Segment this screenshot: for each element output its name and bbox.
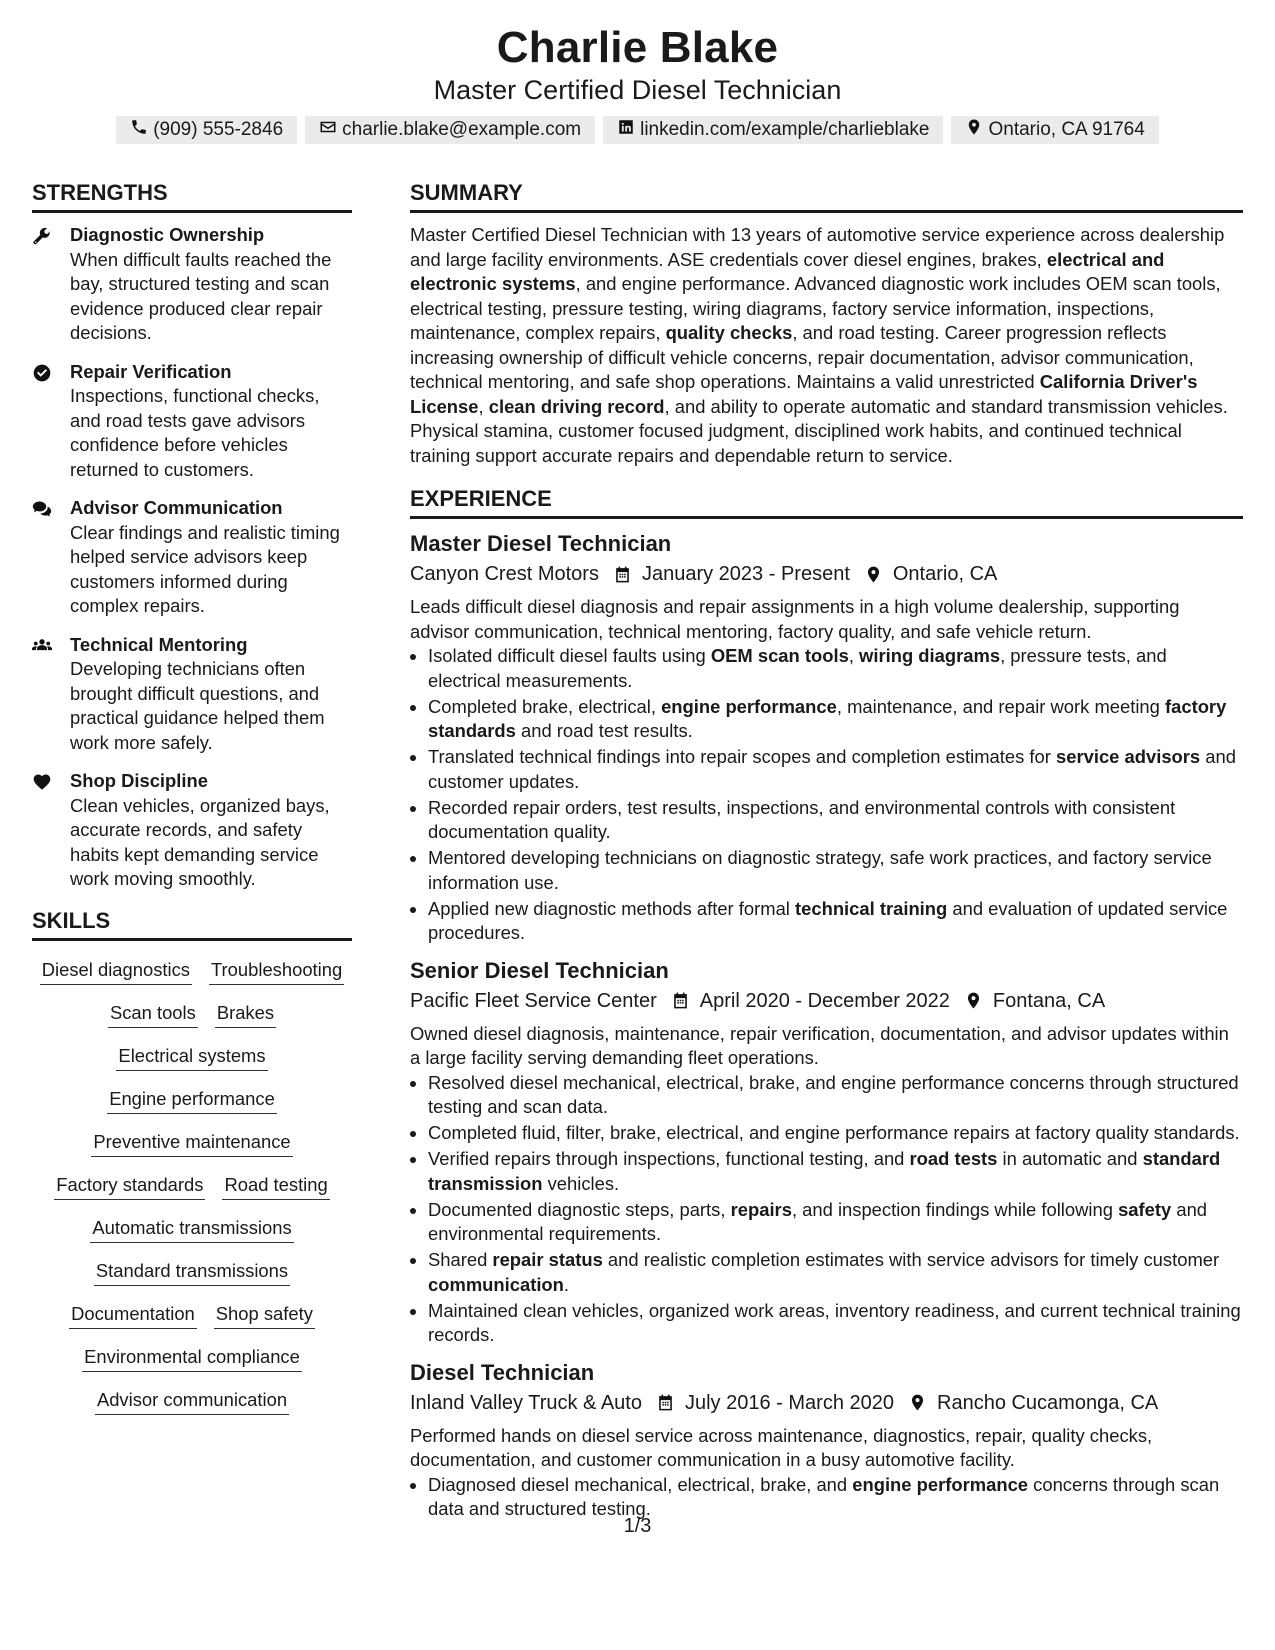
bullet-segment: road tests: [909, 1148, 998, 1169]
bullet-segment: Completed fluid, filter, brake, electrical, and engine performance repairs at factory quality standards.: [428, 1122, 1240, 1143]
candidate-name: Charlie Blake: [496, 23, 779, 72]
skill-tag: Advisor communication: [95, 1387, 289, 1415]
contact-bar: [0, 116, 1275, 144]
job-description: Leads difficult diesel diagnosis and repair assignments in a high volume dealership, supporting advisor communication, technical mentoring, factory quality, and safe vehicle return.: [410, 596, 1180, 642]
bullet-segment: Maintained clean vehicles, organized work areas, inventory readiness, and current technical training records.: [428, 1299, 1241, 1345]
skill-tag: Scan tools: [108, 1000, 198, 1028]
job-bullet: [428, 1248, 1243, 1297]
heart-icon: [32, 769, 70, 892]
job-meta: [410, 559, 1243, 589]
job-title: Diesel Technician: [410, 1359, 595, 1385]
bullet-segment: communication: [428, 1273, 564, 1295]
job-bullet: [428, 1299, 1243, 1348]
bullet-segment: Documented diagnostic steps, parts,: [428, 1198, 731, 1220]
contact-phone-text: (909) 555-2846: [153, 119, 284, 140]
bullet-segment: and road test results.: [515, 720, 693, 741]
job-entry: [410, 956, 1243, 1348]
job-bullet: [428, 1121, 1243, 1146]
job-company: Inland Valley Truck & Auto: [410, 1391, 642, 1414]
skill-tag: Road testing: [222, 1172, 329, 1200]
right-column: [410, 178, 1243, 1532]
job-bullet: [428, 1198, 1243, 1247]
job-entry: [410, 529, 1243, 946]
bullet-segment: , maintenance, and repair work meeting: [836, 695, 1165, 717]
job-bullet: [428, 846, 1243, 895]
bullet-segment: wiring diagrams: [859, 645, 1001, 666]
skill-tag: Standard transmissions: [94, 1258, 290, 1286]
experience-heading: EXPERIENCE: [410, 484, 1243, 519]
strength-item: [32, 496, 352, 619]
contact-linkedin-text: linkedin.com/example/charlieblake: [640, 119, 930, 140]
skill-tag: Factory standards: [54, 1172, 205, 1200]
job-bullet: [428, 644, 1243, 693]
bullet-segment: repair status: [492, 1249, 603, 1270]
skill-tag: Diesel diagnostics: [40, 957, 192, 985]
skill-tag: Environmental compliance: [82, 1344, 302, 1372]
candidate-title: Master Certified Diesel Technician: [433, 75, 842, 105]
strength-item: [32, 633, 352, 756]
calendar-icon: [613, 565, 632, 584]
bullet-segment: Completed brake, electrical,: [428, 695, 662, 717]
bullet-segment: service advisors: [1056, 746, 1201, 767]
skills-list: [32, 957, 352, 1415]
bullet-segment: Recorded repair orders, test results, inspections, and environmental controls with consistent documentation quality.: [428, 796, 1176, 842]
phone-icon: [130, 118, 148, 142]
summary-segment-bold: California Driver's License: [410, 371, 1198, 417]
bullet-segment: Translated technical findings into repair scopes and completion estimates for: [428, 746, 1056, 767]
job-bullets: [410, 644, 1243, 946]
bullet-segment: standard transmission: [428, 1148, 1221, 1194]
skill-tag: Documentation: [69, 1301, 197, 1329]
bullet-segment: Applied new diagnostic methods after formal: [428, 897, 795, 919]
bullet-segment: OEM scan tools: [710, 645, 849, 666]
bullet-segment: technical training: [795, 897, 948, 919]
bullet-segment: and realistic completion estimates with service advisors for timely customer: [602, 1249, 1220, 1270]
bullet-segment: vehicles.: [542, 1172, 620, 1194]
linkedin-icon: [617, 118, 635, 142]
bullet-segment: concerns through scan data and structured testing.: [428, 1473, 1220, 1519]
bullet-segment: Verified repairs through inspections, functional testing, and: [428, 1148, 910, 1169]
bullet-segment: repairs: [730, 1198, 792, 1220]
job-bullet: [428, 1071, 1243, 1120]
summary-segment: ,: [478, 395, 489, 417]
bullet-segment: and environmental requirements.: [428, 1198, 1208, 1244]
strength-text: Inspections, functional checks, and road tests gave advisors confidence before vehicles returned to customers.: [70, 385, 320, 480]
summary-segment-bold: clean driving record: [488, 395, 665, 417]
job-title: Master Diesel Technician: [410, 531, 672, 556]
resume-body: [32, 178, 1243, 1532]
strength-item: [32, 223, 352, 346]
strengths-heading: STRENGTHS: [32, 178, 352, 213]
job-location: Fontana, CA: [992, 989, 1106, 1012]
experience-list: [410, 529, 1243, 1522]
summary-segment: , and road testing. Career progression reflects increasing ownership of difficult vehicle concerns, repair documentation, advisor communication, technical mentoring, and safe shop operations. Maintains a valid unrestricted: [410, 322, 1194, 392]
contact-linkedin[interactable]: [603, 116, 943, 144]
left-column: [32, 178, 352, 1532]
bullet-segment: Resolved diesel mechanical, electrical, brake, and engine performance concerns through structured testing and scan data.: [428, 1071, 1239, 1117]
job-entry: [410, 1358, 1243, 1522]
strength-text: Clean vehicles, organized bays, accurate records, and safety habits kept demanding service work moving smoothly.: [70, 794, 330, 889]
summary-segment-bold: electrical and electronic systems: [410, 248, 1165, 294]
job-bullet: [428, 796, 1243, 845]
bullet-segment: ,: [848, 645, 860, 666]
strength-title: Advisor Communication: [70, 497, 283, 518]
map-pin-icon: [965, 118, 983, 142]
bullet-segment: , and inspection findings while following: [791, 1198, 1119, 1220]
skill-tag: Automatic transmissions: [90, 1215, 293, 1243]
page-number: 1/3: [623, 1515, 652, 1537]
strengths-list: [32, 223, 352, 892]
users-icon: [32, 633, 70, 756]
job-meta: [410, 1388, 1243, 1418]
check-circle-icon: [32, 360, 70, 483]
bullet-segment: engine performance: [661, 695, 837, 717]
strength-title: Diagnostic Ownership: [70, 224, 265, 245]
job-bullet: [428, 1147, 1243, 1196]
bullet-segment: and customer updates.: [428, 746, 1236, 792]
bullet-segment: in automatic and: [997, 1148, 1143, 1169]
bullet-segment: Isolated difficult diesel faults using: [428, 645, 711, 666]
summary-text: [410, 223, 1243, 468]
job-description: Owned diesel diagnosis, maintenance, repair verification, documentation, and advisor updates within a large facility serving demanding fleet operations.: [410, 1022, 1229, 1068]
strength-item: [32, 769, 352, 892]
bullet-segment: engine performance: [852, 1473, 1029, 1495]
contact-email[interactable]: [305, 116, 595, 144]
strength-title: Shop Discipline: [70, 770, 208, 791]
summary-segment-bold: quality checks: [665, 322, 793, 343]
job-bullets: [410, 1071, 1243, 1348]
calendar-icon: [671, 991, 690, 1010]
job-location: Ontario, CA: [892, 563, 998, 585]
job-company: Canyon Crest Motors: [410, 563, 599, 585]
resume-header: [0, 0, 1275, 144]
job-location: Rancho Cucamonga, CA: [937, 1391, 1159, 1414]
contact-location[interactable]: [951, 116, 1158, 144]
skill-tag: Engine performance: [107, 1086, 277, 1114]
map-pin-icon: [864, 565, 883, 584]
strength-text: Developing technicians often brought difficult questions, and practical guidance helped them work more safely.: [70, 658, 325, 753]
bullet-segment: Mentored developing technicians on diagnostic strategy, safe work practices, and factory service information use.: [428, 847, 1212, 893]
summary-segment: Master Certified Diesel Technician with 13 years of automotive service experience across dealership and large facility environments. ASE credentials cover diesel engines, brakes,: [410, 224, 1225, 270]
job-bullet: [428, 695, 1243, 744]
job-meta: [410, 986, 1243, 1016]
calendar-icon: [656, 1393, 675, 1412]
map-pin-icon: [964, 991, 983, 1010]
job-dates: January 2023 - Present: [641, 563, 850, 585]
summary-segment: , and engine performance. Advanced diagnostic work includes OEM scan tools, electrical testing, pressure testing, wiring diagrams, factory service information, inspections, maintenance, complex repairs,: [410, 273, 1221, 343]
job-company: Pacific Fleet Service Center: [410, 989, 657, 1012]
contact-location-text: Ontario, CA 91764: [988, 119, 1145, 140]
strength-text: Clear findings and realistic timing helped service advisors keep customers informed during complex repairs.: [70, 521, 340, 616]
job-dates: July 2016 - March 2020: [684, 1391, 894, 1414]
summary-heading: SUMMARY: [410, 178, 1243, 213]
job-dates: April 2020 - December 2022: [699, 989, 950, 1012]
job-description: Performed hands on diesel service across maintenance, diagnostics, repair, quality checks, documentation, and customer communication in a busy automotive facility.: [410, 1424, 1153, 1470]
skill-tag: Brakes: [215, 1000, 276, 1028]
skills-heading: SKILLS: [32, 906, 352, 941]
strength-text: When difficult faults reached the bay, structured testing and scan evidence produced clear repair decisions.: [70, 248, 332, 343]
job-bullet: [428, 897, 1243, 946]
contact-phone[interactable]: [116, 116, 297, 144]
envelope-icon: [319, 118, 337, 142]
bullet-segment: Diagnosed diesel mechanical, electrical, brake, and: [428, 1473, 853, 1495]
strength-title: Repair Verification: [70, 360, 232, 382]
skill-tag: Troubleshooting: [209, 957, 344, 985]
job-bullet: [428, 745, 1243, 794]
bullet-segment: safety: [1118, 1198, 1172, 1220]
strength-item: [32, 360, 352, 483]
wrench-icon: [32, 223, 70, 346]
bullet-segment: , pressure tests, and electrical measurements.: [428, 645, 1167, 691]
bullet-segment: factory standards: [428, 695, 1227, 741]
strength-title: Technical Mentoring: [70, 633, 248, 655]
bullet-segment: Shared: [428, 1249, 493, 1270]
map-pin-icon: [908, 1393, 927, 1412]
skill-tag: Preventive maintenance: [91, 1129, 292, 1157]
job-title: Senior Diesel Technician: [410, 957, 669, 983]
contact-email-text: charlie.blake@example.com: [342, 119, 582, 140]
comments-icon: [32, 496, 70, 619]
summary-segment: , and ability to operate automatic and standard transmission vehicles. Physical stamina, customer focused judgment, disciplined work habits, and continued technical training support accurate repairs and dependable return to service.: [410, 395, 1228, 466]
skill-tag: Shop safety: [214, 1301, 315, 1329]
bullet-segment: .: [563, 1273, 570, 1295]
bullet-segment: and evaluation of updated service procedures.: [428, 897, 1228, 943]
skill-tag: Electrical systems: [116, 1043, 267, 1071]
